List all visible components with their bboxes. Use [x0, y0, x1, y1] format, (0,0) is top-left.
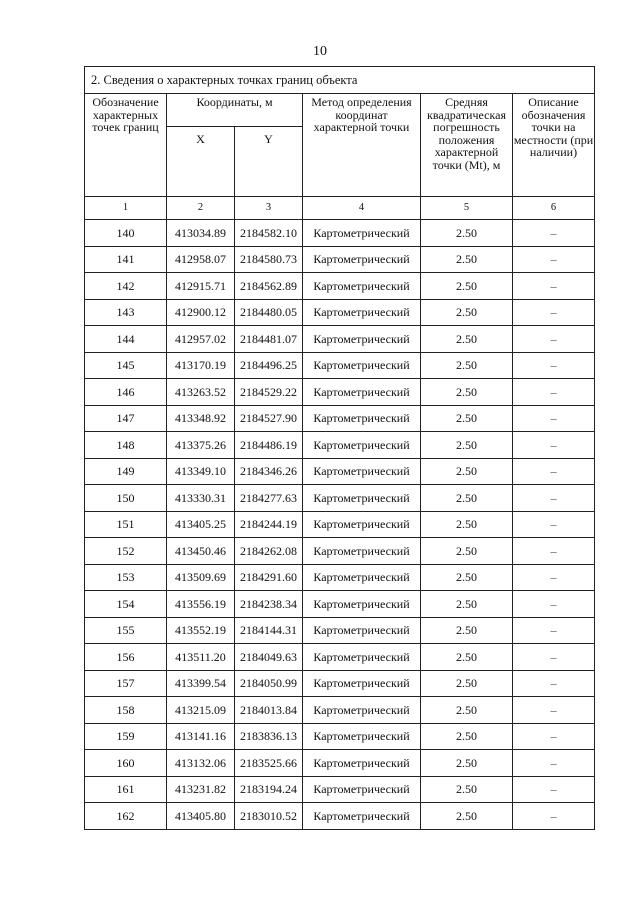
method-cell: Картометрический: [303, 432, 421, 459]
table-row: [85, 220, 595, 247]
header-designation: Обозначение характерных точек границ: [85, 94, 167, 197]
method-cell: Картометрический: [303, 299, 421, 326]
description-cell: –: [513, 670, 595, 697]
point-id-cell: 146: [85, 379, 167, 406]
x-coordinate-cell: 413375.26: [167, 432, 235, 459]
method-cell: Картометрический: [303, 591, 421, 618]
y-coordinate-cell: 2184277.63: [235, 485, 303, 512]
error-cell: 2.50: [421, 405, 513, 432]
description-cell: –: [513, 617, 595, 644]
method-cell: Картометрический: [303, 803, 421, 830]
x-coordinate-cell: 413215.09: [167, 697, 235, 724]
table-row: [85, 803, 595, 830]
description-cell: –: [513, 564, 595, 591]
x-coordinate-cell: 413552.19: [167, 617, 235, 644]
error-cell: 2.50: [421, 564, 513, 591]
table-row: [85, 617, 595, 644]
table-row: [85, 591, 595, 618]
x-coordinate-cell: 413330.31: [167, 485, 235, 512]
error-cell: 2.50: [421, 352, 513, 379]
point-id-cell: 144: [85, 326, 167, 353]
description-cell: –: [513, 697, 595, 724]
method-cell: Картометрический: [303, 750, 421, 777]
error-cell: 2.50: [421, 670, 513, 697]
point-id-cell: 153: [85, 564, 167, 591]
x-coordinate-cell: 413348.92: [167, 405, 235, 432]
error-cell: 2.50: [421, 803, 513, 830]
boundary-points-table: [84, 66, 595, 830]
header-x: X: [167, 127, 235, 197]
y-coordinate-cell: 2184580.73: [235, 246, 303, 273]
description-cell: –: [513, 776, 595, 803]
description-cell: –: [513, 326, 595, 353]
error-cell: 2.50: [421, 432, 513, 459]
error-cell: 2.50: [421, 750, 513, 777]
description-cell: –: [513, 644, 595, 671]
description-cell: –: [513, 538, 595, 565]
description-cell: –: [513, 591, 595, 618]
point-id-cell: 152: [85, 538, 167, 565]
point-id-cell: 155: [85, 617, 167, 644]
column-number: 2: [167, 197, 235, 220]
description-cell: –: [513, 352, 595, 379]
table-row: [85, 750, 595, 777]
point-id-cell: 147: [85, 405, 167, 432]
description-cell: –: [513, 485, 595, 512]
y-coordinate-cell: 2184238.34: [235, 591, 303, 618]
method-cell: Картометрический: [303, 273, 421, 300]
point-id-cell: 151: [85, 511, 167, 538]
x-coordinate-cell: 413034.89: [167, 220, 235, 247]
point-id-cell: 141: [85, 246, 167, 273]
y-coordinate-cell: 2184480.05: [235, 299, 303, 326]
description-cell: –: [513, 723, 595, 750]
description-cell: –: [513, 405, 595, 432]
point-id-cell: 158: [85, 697, 167, 724]
x-coordinate-cell: 413141.16: [167, 723, 235, 750]
description-cell: –: [513, 511, 595, 538]
method-cell: Картометрический: [303, 246, 421, 273]
description-cell: –: [513, 220, 595, 247]
y-coordinate-cell: 2183010.52: [235, 803, 303, 830]
table-row: [85, 299, 595, 326]
description-cell: –: [513, 379, 595, 406]
description-cell: –: [513, 750, 595, 777]
table-row: [85, 538, 595, 565]
method-cell: Картометрический: [303, 564, 421, 591]
description-cell: –: [513, 458, 595, 485]
error-cell: 2.50: [421, 723, 513, 750]
error-cell: 2.50: [421, 485, 513, 512]
x-coordinate-cell: 413132.06: [167, 750, 235, 777]
table-row: [85, 564, 595, 591]
y-coordinate-cell: 2184291.60: [235, 564, 303, 591]
header-description: Описание обозначения точки на местности (при наличии): [513, 94, 595, 197]
table-row: [85, 379, 595, 406]
point-id-cell: 160: [85, 750, 167, 777]
x-coordinate-cell: 413231.82: [167, 776, 235, 803]
x-coordinate-cell: 412915.71: [167, 273, 235, 300]
point-id-cell: 161: [85, 776, 167, 803]
method-cell: Картометрический: [303, 511, 421, 538]
table-row: [85, 405, 595, 432]
y-coordinate-cell: 2183525.66: [235, 750, 303, 777]
point-id-cell: 156: [85, 644, 167, 671]
x-coordinate-cell: 413263.52: [167, 379, 235, 406]
point-id-cell: 143: [85, 299, 167, 326]
point-id-cell: 162: [85, 803, 167, 830]
y-coordinate-cell: 2184562.89: [235, 273, 303, 300]
point-id-cell: 145: [85, 352, 167, 379]
point-id-cell: 149: [85, 458, 167, 485]
table-row: [85, 352, 595, 379]
x-coordinate-cell: 413170.19: [167, 352, 235, 379]
x-coordinate-cell: 413349.10: [167, 458, 235, 485]
description-cell: –: [513, 273, 595, 300]
table-row: [85, 511, 595, 538]
x-coordinate-cell: 413405.25: [167, 511, 235, 538]
point-id-cell: 157: [85, 670, 167, 697]
error-cell: 2.50: [421, 379, 513, 406]
method-cell: Картометрический: [303, 617, 421, 644]
error-cell: 2.50: [421, 644, 513, 671]
y-coordinate-cell: 2184262.08: [235, 538, 303, 565]
error-cell: 2.50: [421, 697, 513, 724]
y-coordinate-cell: 2184527.90: [235, 405, 303, 432]
y-coordinate-cell: 2184244.19: [235, 511, 303, 538]
method-cell: Картометрический: [303, 723, 421, 750]
x-coordinate-cell: 413450.46: [167, 538, 235, 565]
table-row: [85, 246, 595, 273]
method-cell: Картометрический: [303, 538, 421, 565]
column-number: 6: [513, 197, 595, 220]
column-number: 5: [421, 197, 513, 220]
error-cell: 2.50: [421, 776, 513, 803]
x-coordinate-cell: 413511.20: [167, 644, 235, 671]
error-cell: 2.50: [421, 617, 513, 644]
error-cell: 2.50: [421, 591, 513, 618]
error-cell: 2.50: [421, 299, 513, 326]
point-id-cell: 154: [85, 591, 167, 618]
method-cell: Картометрический: [303, 670, 421, 697]
column-number: 3: [235, 197, 303, 220]
y-coordinate-cell: 2184013.84: [235, 697, 303, 724]
description-cell: –: [513, 803, 595, 830]
description-cell: –: [513, 246, 595, 273]
header-y: Y: [235, 127, 303, 197]
y-coordinate-cell: 2184582.10: [235, 220, 303, 247]
table-row: [85, 485, 595, 512]
point-id-cell: 148: [85, 432, 167, 459]
error-cell: 2.50: [421, 220, 513, 247]
table-row: [85, 670, 595, 697]
x-coordinate-cell: 413509.69: [167, 564, 235, 591]
point-id-cell: 159: [85, 723, 167, 750]
point-id-cell: 140: [85, 220, 167, 247]
table-row: [85, 458, 595, 485]
table-row: [85, 776, 595, 803]
error-cell: 2.50: [421, 511, 513, 538]
y-coordinate-cell: 2183194.24: [235, 776, 303, 803]
header-row-1: [85, 94, 595, 127]
method-cell: Картометрический: [303, 776, 421, 803]
method-cell: Картометрический: [303, 485, 421, 512]
y-coordinate-cell: 2184144.31: [235, 617, 303, 644]
error-cell: 2.50: [421, 326, 513, 353]
y-coordinate-cell: 2184496.25: [235, 352, 303, 379]
method-cell: Картометрический: [303, 644, 421, 671]
method-cell: Картометрический: [303, 220, 421, 247]
table-row: [85, 697, 595, 724]
header-coordinates: Координаты, м: [167, 94, 303, 127]
table-row: [85, 432, 595, 459]
description-cell: –: [513, 299, 595, 326]
error-cell: 2.50: [421, 273, 513, 300]
x-coordinate-cell: 413399.54: [167, 670, 235, 697]
table-row: [85, 644, 595, 671]
method-cell: Картометрический: [303, 458, 421, 485]
method-cell: Картометрический: [303, 326, 421, 353]
y-coordinate-cell: 2184049.63: [235, 644, 303, 671]
y-coordinate-cell: 2183836.13: [235, 723, 303, 750]
table-row: [85, 273, 595, 300]
y-coordinate-cell: 2184486.19: [235, 432, 303, 459]
point-id-cell: 150: [85, 485, 167, 512]
error-cell: 2.50: [421, 246, 513, 273]
y-coordinate-cell: 2184050.99: [235, 670, 303, 697]
method-cell: Картометрический: [303, 697, 421, 724]
section-title-row: [85, 67, 595, 94]
column-number: 1: [85, 197, 167, 220]
point-id-cell: 142: [85, 273, 167, 300]
method-cell: Картометрический: [303, 405, 421, 432]
y-coordinate-cell: 2184481.07: [235, 326, 303, 353]
error-cell: 2.50: [421, 538, 513, 565]
column-number-row: [85, 197, 595, 220]
table-row: [85, 723, 595, 750]
y-coordinate-cell: 2184529.22: [235, 379, 303, 406]
method-cell: Картометрический: [303, 379, 421, 406]
table-row: [85, 326, 595, 353]
error-cell: 2.50: [421, 458, 513, 485]
y-coordinate-cell: 2184346.26: [235, 458, 303, 485]
header-error: Средняя квадратическая погрешность положения характерной точки (Mt), м: [421, 94, 513, 197]
section-title: 2. Сведения о характерных точках границ объекта: [85, 67, 595, 94]
x-coordinate-cell: 413405.80: [167, 803, 235, 830]
method-cell: Картометрический: [303, 352, 421, 379]
description-cell: –: [513, 432, 595, 459]
x-coordinate-cell: 412957.02: [167, 326, 235, 353]
x-coordinate-cell: 412900.12: [167, 299, 235, 326]
x-coordinate-cell: 413556.19: [167, 591, 235, 618]
column-number: 4: [303, 197, 421, 220]
page-number: 10: [313, 44, 327, 59]
x-coordinate-cell: 412958.07: [167, 246, 235, 273]
header-method: Метод определения координат характерной точки: [303, 94, 421, 197]
